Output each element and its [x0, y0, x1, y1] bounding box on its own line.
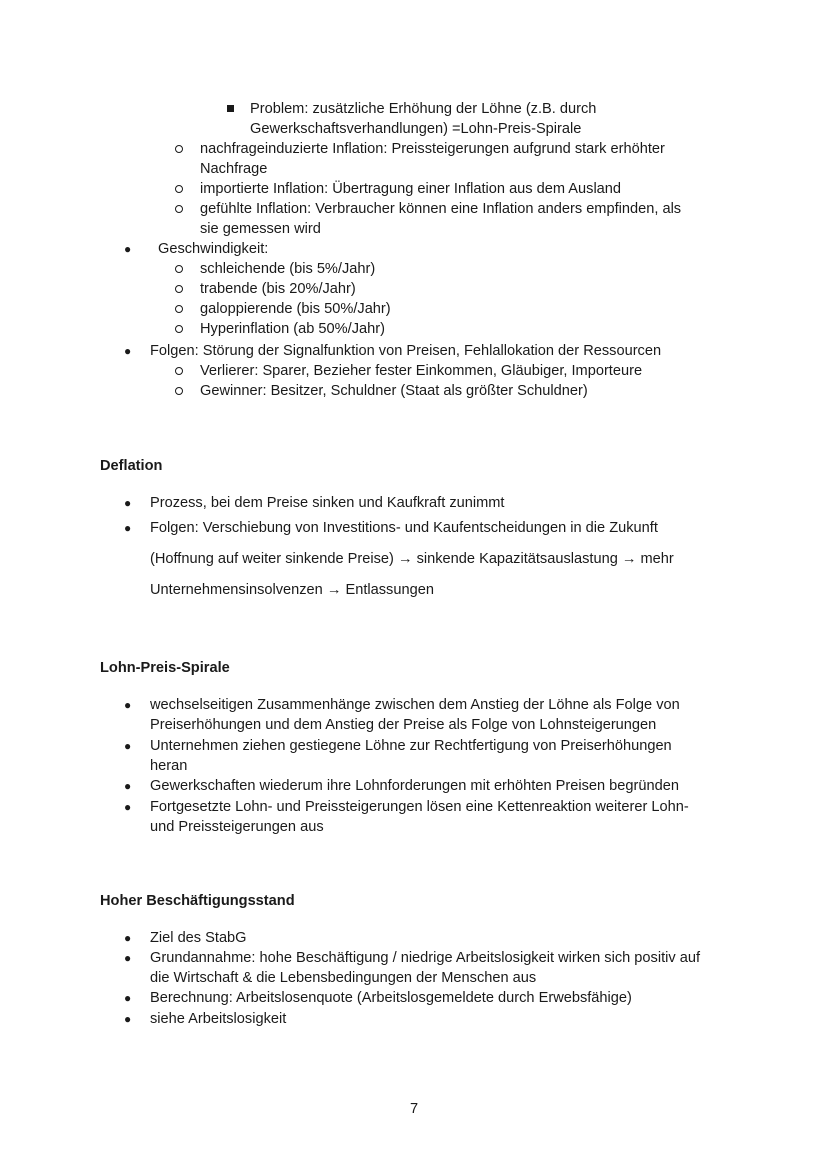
page-number: 7 — [409, 1101, 419, 1117]
geschwindigkeit-text: Geschwindigkeit: — [158, 241, 269, 257]
lohn-preis-item-2-line1: Unternehmen ziehen gestiegene Löhne zur Rechtfertigung von Preiserhöhungen — [150, 738, 672, 754]
dot-bullet-icon: ● — [124, 242, 132, 256]
lohn-preis-item-1-line2: Preiserhöhungen und dem Anstieg der Preise als Folge von Lohnsteigerungen — [150, 717, 657, 733]
folgen-text: Folgen: Störung der Signalfunktion von Preisen, Fehlallokation der Ressourcen — [150, 343, 662, 359]
dot-bullet-icon: ● — [124, 951, 132, 965]
beschaeftigung-heading: Hoher Beschäftigungsstand — [100, 893, 295, 909]
dot-bullet-icon: ● — [124, 800, 132, 814]
verlierer-text: Verlierer: Sparer, Bezieher fester Einkommen, Gläubiger, Importeure — [200, 363, 643, 379]
dot-bullet-icon: ● — [124, 1012, 132, 1026]
circle-bullet-icon — [175, 367, 183, 375]
gefuehlt-text-line1: gefühlte Inflation: Verbraucher können eine Inflation anders empfinden, als — [200, 201, 682, 217]
beschaeftigung-item-1: Ziel des StabG — [150, 930, 247, 946]
gewinner-text: Gewinner: Besitzer, Schuldner (Staat als größter Schuldner) — [200, 383, 588, 399]
importiert-text: importierte Inflation: Übertragung einer Inflation aus dem Ausland — [200, 181, 622, 197]
circle-bullet-icon — [175, 325, 183, 333]
galoppierend-text: galoppierende (bis 50%/Jahr) — [200, 301, 391, 317]
trabend-text: trabende (bis 20%/Jahr) — [200, 281, 356, 297]
dot-bullet-icon: ● — [124, 739, 132, 753]
lohn-preis-item-3: Gewerkschaften wiederum ihre Lohnforderungen mit erhöhten Preisen begründen — [150, 778, 679, 794]
circle-bullet-icon — [175, 265, 183, 273]
lohn-preis-item-1-line1: wechselseitigen Zusammenhänge zwischen dem Anstieg der Löhne als Folge von — [150, 697, 680, 713]
beschaeftigung-item-4: siehe Arbeitslosigkeit — [150, 1011, 287, 1027]
beschaeftigung-item-2-line2: die Wirtschaft & die Lebensbedingungen der Menschen aus — [150, 970, 537, 986]
deflation-item-1: Prozess, bei dem Preise sinken und Kaufkraft zunimmt — [150, 495, 505, 511]
problem-text-line1: Problem: zusätzliche Erhöhung der Löhne (z.B. durch — [250, 101, 597, 117]
circle-bullet-icon — [175, 285, 183, 293]
beschaeftigung-item-2-line1: Grundannahme: hohe Beschäftigung / niedrige Arbeitslosigkeit wirken sich positiv auf — [150, 950, 701, 966]
deflation-item-2-line2: (Hoffnung auf weiter sinkende Preise) → sinkende Kapazitätsauslastung → mehr — [150, 551, 674, 567]
dot-bullet-icon: ● — [124, 521, 132, 535]
gefuehlt-text-line2: sie gemessen wird — [200, 221, 321, 237]
circle-bullet-icon — [175, 387, 183, 395]
dot-bullet-icon: ● — [124, 931, 132, 945]
circle-bullet-icon — [175, 205, 183, 213]
dot-bullet-icon: ● — [124, 496, 132, 510]
circle-bullet-icon — [175, 185, 183, 193]
square-bullet-icon — [227, 105, 234, 112]
circle-bullet-icon — [175, 305, 183, 313]
nachfrage-text-line1: nachfrageinduzierte Inflation: Preissteigerungen aufgrund stark erhöhter — [200, 141, 665, 157]
hyper-text: Hyperinflation (ab 50%/Jahr) — [200, 321, 385, 337]
schleichend-text: schleichende (bis 5%/Jahr) — [200, 261, 376, 277]
nachfrage-text-line2: Nachfrage — [200, 161, 268, 177]
problem-text-line2: Gewerkschaftsverhandlungen) =Lohn-Preis-Spirale — [250, 121, 582, 137]
deflation-heading: Deflation — [100, 458, 163, 474]
dot-bullet-icon: ● — [124, 344, 132, 358]
deflation-item-2-line3: Unternehmensinsolvenzen → Entlassungen — [150, 582, 434, 598]
lohn-preis-heading: Lohn-Preis-Spirale — [100, 660, 230, 676]
dot-bullet-icon: ● — [124, 698, 132, 712]
lohn-preis-item-4-line2: und Preissteigerungen aus — [150, 819, 324, 835]
circle-bullet-icon — [175, 145, 183, 153]
dot-bullet-icon: ● — [124, 991, 132, 1005]
beschaeftigung-item-3: Berechnung: Arbeitslosenquote (Arbeitslosgemeldete durch Erwebsfähige) — [150, 990, 632, 1006]
dot-bullet-icon: ● — [124, 779, 132, 793]
deflation-item-2-line1: Folgen: Verschiebung von Investitions- und Kaufentscheidungen in die Zukunft — [150, 520, 658, 536]
lohn-preis-item-2-line2: heran — [150, 758, 188, 774]
lohn-preis-item-4-line1: Fortgesetzte Lohn- und Preissteigerungen lösen eine Kettenreaktion weiterer Lohn- — [150, 799, 689, 815]
